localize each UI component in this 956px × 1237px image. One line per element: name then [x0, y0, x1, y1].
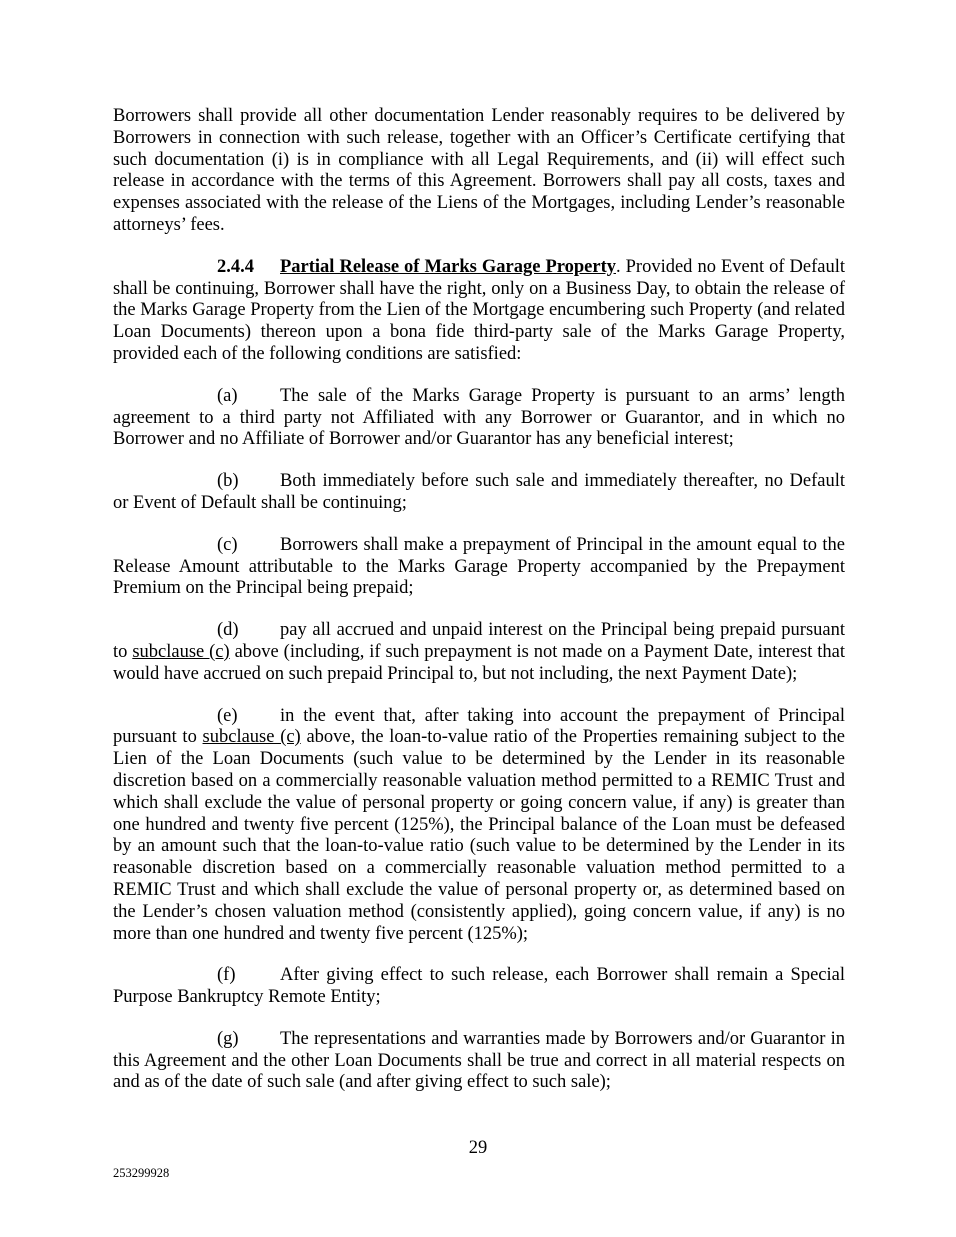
item-a-text: The sale of the Marks Garage Property is pursuant to an arms’ length agreement to a third party not Affiliated with any Borrower or Guarantor, and in which no Borrower and no Affiliate of Borrower and/or Guarantor has any beneficial interest; [113, 385, 845, 450]
item-f-marker: (f) [217, 965, 236, 986]
section-text: Partial Release of Marks Garage Property. Provided no Event of Default shall be continuing, Borrower shall have the right, only on a Business Day, to obtain the release of the Marks Garage Property from the Lien of the Mortgage encumbering such Property (and related Loan Documents) thereon upon a bona fide third-party sale of the Marks Garage Property, provided each of the following conditions are satisfied: [113, 256, 845, 364]
section-heading-2-4-4 [113, 257, 845, 366]
item-f-text: After giving effect to such release, each Borrower shall remain a Special Purpose Bankruptcy Remote Entity; [113, 965, 845, 1008]
item-a-marker: (a) [217, 385, 238, 406]
section-number: 2.4.4 [217, 256, 254, 277]
list-item-e [113, 706, 845, 946]
document-body [113, 106, 845, 1094]
list-item-f [113, 965, 845, 1009]
paragraph-release-documentation [113, 106, 845, 237]
item-b-text: Both immediately before such sale and immediately thereafter, no Default or Event of Default shall be continuing; [113, 471, 845, 513]
item-d-text: pay all accrued and unpaid interest on the Principal being prepaid pursuant to subclause (c) above (including, if such prepayment is not made on a Payment Date, interest that would have accrued on such prepaid Principal to, but not including, the next Payment Date); [113, 620, 846, 684]
paragraph-text: Borrowers shall provide all other documentation Lender reasonably requires to be delivered by Borrowers in connection with such release, together with an Officer’s Certificate certifying that such documentation (i) is in compliance with all Legal Requirements, and (ii) will effect such release in accordance with the terms of this Agreement. Borrowers shall pay all costs, taxes and expenses associated with the release of the Liens of the Mortgages, including Lender’s reasonable attorneys’ fees. [113, 106, 845, 235]
item-e-text: in the event that, after taking into account the prepayment of Principal pursuant to subclause (c) above, the loan-to-value ratio of the Properties remaining subject to the Lien of the Loan Documents (such value to be determined by the Lender in its reasonable discretion based on a commercially reasonable valuation method permitted to a REMIC Trust and which shall exclude the value of personal property or going concern value, if any) is greater than one hundred and twenty five percent (125%), the Principal balance of the Loan must be defeased by an amount such that the loan-to-value ratio (such value to be determined by the Lender in its reasonable discretion based on a commercially reasonable valuation method permitted to a REMIC Trust and which shall exclude the value of personal property or, as determined based on the Lender’s chosen valuation method (consistently applied), going concern value, if any) is no more than one hundred and twenty five percent (125%); [113, 705, 845, 944]
document-id-footer: 253299928 [113, 1166, 170, 1180]
list-item-g [113, 1029, 845, 1094]
page-number: 29 [468, 1138, 488, 1158]
list-item-b [113, 471, 845, 515]
list-item-a [113, 386, 845, 451]
item-c-marker: (c) [217, 534, 238, 555]
item-d-marker: (d) [217, 620, 239, 641]
list-item-d [113, 620, 845, 685]
item-g-marker: (g) [217, 1028, 239, 1049]
list-item-c [113, 535, 845, 600]
item-c-text: Borrowers shall make a prepayment of Principal in the amount equal to the Release Amount attributable to the Marks Garage Property accompanied by the Prepayment Premium on the Principal being prepaid; [113, 534, 845, 599]
item-e-marker: (e) [217, 705, 238, 726]
item-g-text: The representations and warranties made by Borrowers and/or Guarantor in this Agreement and the other Loan Documents shall be true and correct in all material respects on and as of the date of such sale (and after giving effect to such sale); [113, 1028, 845, 1093]
item-b-marker: (b) [217, 471, 239, 492]
